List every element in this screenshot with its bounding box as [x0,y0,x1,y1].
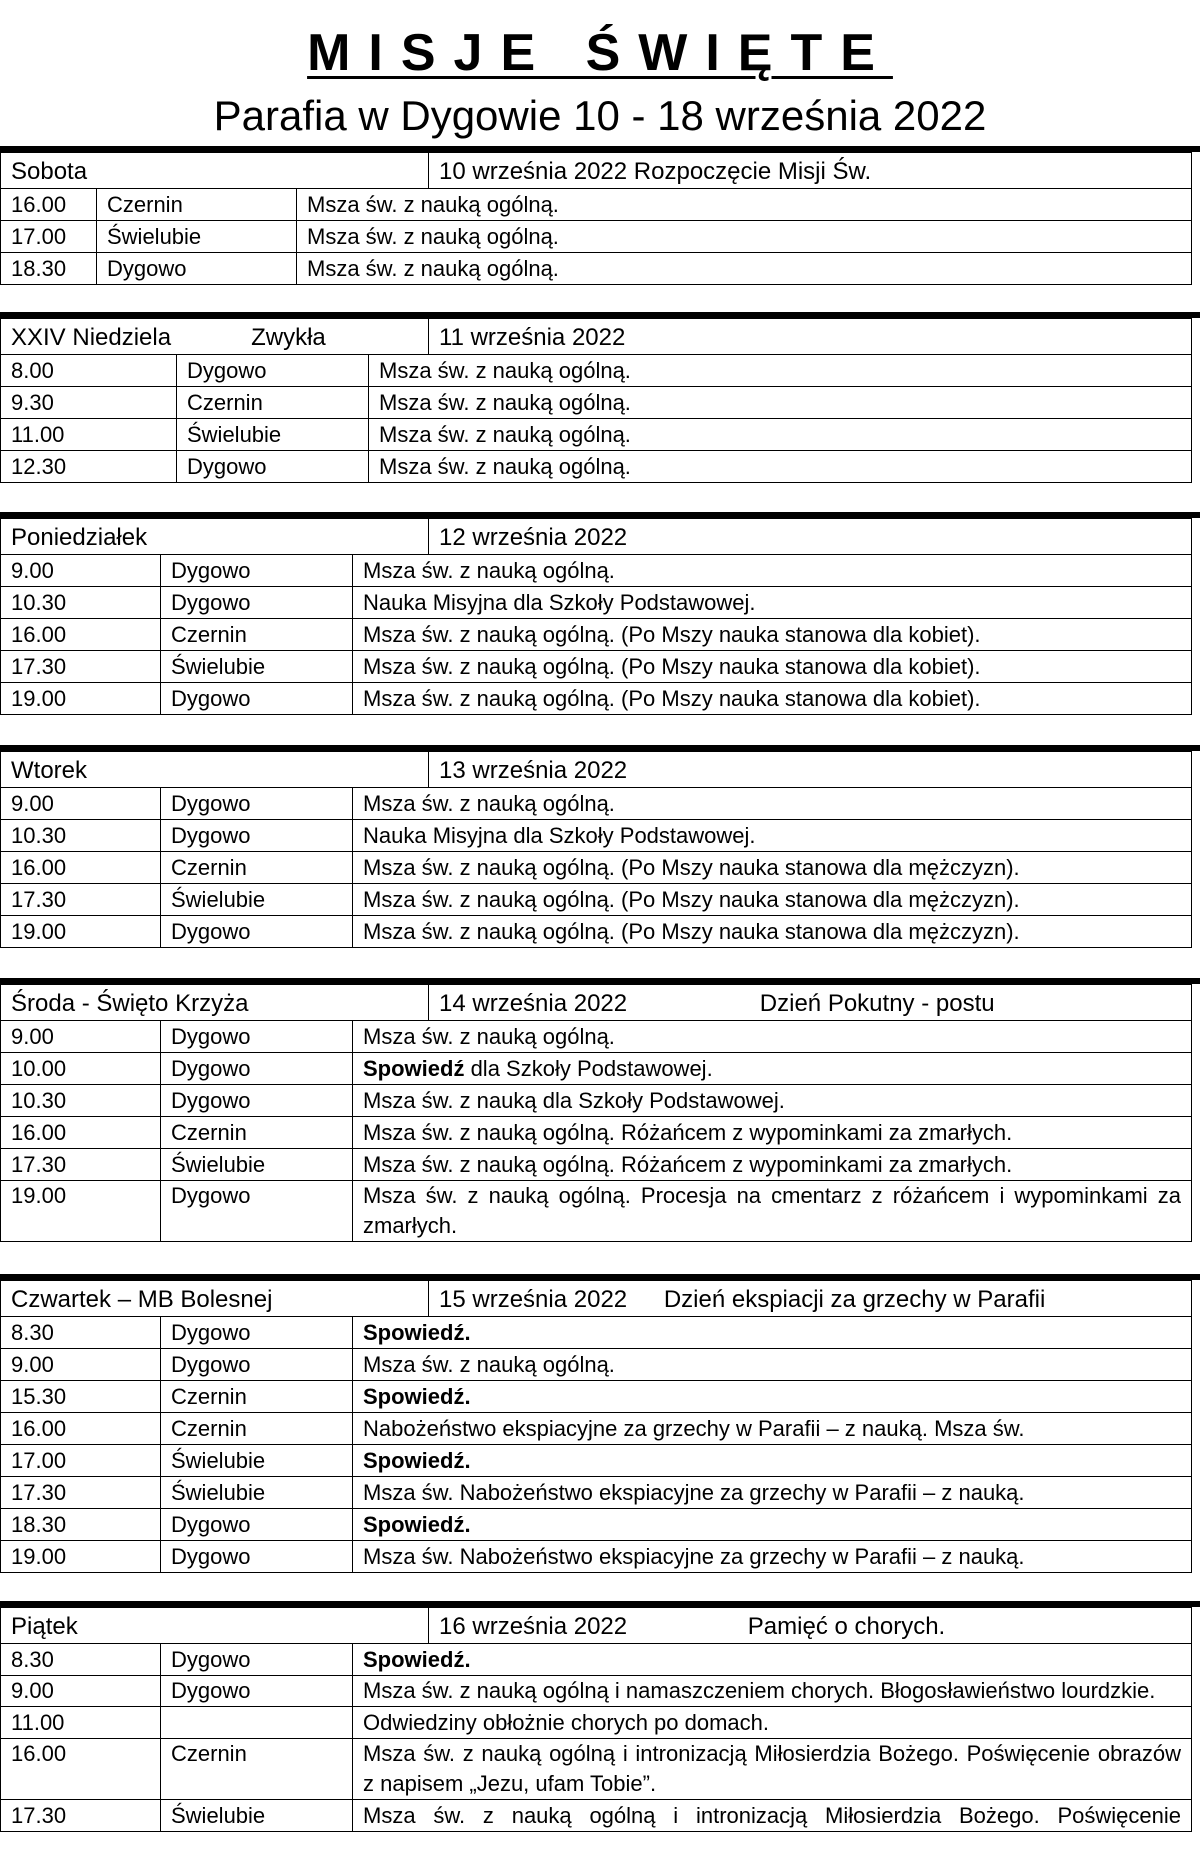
day-name: Środa - Święto Krzyża [1,985,429,1021]
table-row [1,683,1192,715]
day-name: Wtorek [1,752,429,788]
time-cell: 17.00 [1,221,97,253]
desc-cell [353,1413,1192,1445]
day-date: 16 września 2022 [439,1613,628,1640]
time-cell: 11.00 [1,1707,161,1739]
desc-text: Msza św. z nauką ogólną i intronizacją Miłosierdzia Bożego. Poświęcenie obrazów z napisem „Jezu, ufam Tobie”. [363,1741,1181,1796]
desc-cell: Msza św. z nauką ogólną. [297,221,1192,253]
desc-text: Msza św. z nauką ogólną i intronizacją Miłosierdzia Bożego. Poświęcenie [363,1803,1181,1828]
table-row [1,355,1192,387]
time-cell: 15.30 [1,1381,161,1413]
table-row [1,1676,1192,1707]
place-cell: Dygowo [161,1053,353,1085]
desc-text: Msza św. z nauką ogólną. Różańcem z wypominkami za zmarłych. [363,1152,1013,1177]
desc-text: Msza św. z nauką dla Szkoły Podstawowej. [363,1088,785,1113]
place-cell: Dygowo [161,1021,353,1053]
day-date: 10 września 2022 Rozpoczęcie Misji Św. [429,153,1192,189]
desc-cell: Msza św. z nauką ogólną. (Po Mszy nauka stanowa dla kobiet). [353,683,1192,715]
desc-cell: Msza św. z nauką ogólną. [353,555,1192,587]
schedule-table [0,1607,1192,1832]
time-cell: 17.30 [1,1800,161,1832]
table-row [1,1413,1192,1445]
place-cell: Dygowo [161,820,353,852]
time-cell: 10.00 [1,1053,161,1085]
desc-cell: Msza św. z nauką ogólną. [369,419,1192,451]
place-cell: Świelubie [97,221,297,253]
day-name: Piątek [1,1608,429,1644]
day-header [1,1608,1192,1644]
place-cell: Dygowo [161,683,353,715]
desc-text: Msza św. z nauką ogólną. [363,1352,615,1377]
desc-cell [353,1317,1192,1349]
table-row [1,651,1192,683]
desc-text: Msza św. z nauką ogólną. [363,1024,615,1049]
desc-cell: Nauka Misyjna dla Szkoły Podstawowej. [353,587,1192,619]
time-cell: 19.00 [1,683,161,715]
place-cell: Dygowo [161,1349,353,1381]
bold-prefix: Spowiedź. [363,1512,471,1537]
time-cell: 16.00 [1,619,161,651]
time-cell: 16.00 [1,1117,161,1149]
page-subtitle: Parafia w Dygowie 10 - 18 września 2022 [213,92,987,139]
day-note: Pamięć o chorych. [747,1613,946,1640]
time-cell: 8.30 [1,1317,161,1349]
table-row [1,1541,1192,1573]
desc-text: dla Szkoły Podstawowej. [464,1056,713,1081]
day-date-cell [429,985,1192,1021]
place-cell: Dygowo [177,355,369,387]
place-cell: Świelubie [161,1445,353,1477]
table-row [1,1085,1192,1117]
desc-cell [353,1644,1192,1676]
table-row [1,1349,1192,1381]
place-cell: Dygowo [161,555,353,587]
bold-prefix: Spowiedź. [363,1320,471,1345]
desc-text: Msza św. z nauką ogólną. Procesja na cmentarz z różańcem i wypominkami za zmarłych. [363,1183,1181,1238]
desc-cell: Msza św. z nauką ogólną. (Po Mszy nauka stanowa dla kobiet). [353,619,1192,651]
day-header [1,319,1192,355]
table-row [1,1381,1192,1413]
day-note: Dzień ekspiacji za grzechy w Parafii [663,1286,1046,1313]
time-cell: 16.00 [1,1739,161,1800]
place-cell: Dygowo [177,451,369,483]
time-cell: 17.30 [1,1477,161,1509]
place-cell: Dygowo [161,1085,353,1117]
desc-cell: Msza św. z nauką ogólną. [369,387,1192,419]
day-name: Sobota [1,153,429,189]
desc-cell [353,1021,1192,1053]
place-cell [161,1707,353,1739]
page-title: MISJE ŚWIĘTE [307,24,893,82]
table-row [1,1739,1192,1800]
desc-cell [353,1707,1192,1739]
place-cell: Dygowo [161,1644,353,1676]
desc-cell [353,1085,1192,1117]
place-cell: Czernin [161,1739,353,1800]
day-block-wednesday [0,978,1200,1242]
day-header [1,1281,1192,1317]
time-cell: 9.00 [1,555,161,587]
table-row [1,1317,1192,1349]
desc-cell: Msza św. z nauką ogólną. [369,451,1192,483]
time-cell: 17.30 [1,884,161,916]
place-cell: Czernin [161,852,353,884]
desc-cell [353,1445,1192,1477]
time-cell: 9.30 [1,387,177,419]
day-block-monday [0,512,1200,715]
desc-text: Msza św. Nabożeństwo ekspiacyjne za grzechy w Parafii – z nauką. [363,1480,1025,1505]
time-cell: 10.30 [1,587,161,619]
table-row [1,1117,1192,1149]
time-cell: 10.30 [1,1085,161,1117]
place-cell: Świelubie [161,1477,353,1509]
day-block-sunday [0,312,1200,483]
desc-text: Msza św. z nauką ogólną i namaszczeniem chorych. Błogosławieństwo lourdzkie. [363,1678,1156,1703]
time-cell: 17.00 [1,1445,161,1477]
schedule-table [0,1280,1192,1573]
table-row [1,253,1192,285]
time-cell: 18.30 [1,253,97,285]
bold-prefix: Spowiedź [363,1056,465,1081]
desc-cell: Msza św. z nauką ogólną. [353,788,1192,820]
place-cell: Dygowo [97,253,297,285]
table-row [1,884,1192,916]
day-date-cell [429,1608,1192,1644]
table-row [1,555,1192,587]
desc-text: Nabożeństwo ekspiacyjne za grzechy w Parafii – z nauką. Msza św. [363,1416,1025,1441]
place-cell: Dygowo [161,1509,353,1541]
desc-text: Msza św. Nabożeństwo ekspiacyjne za grzechy w Parafii – z nauką. [363,1544,1025,1569]
table-row [1,451,1192,483]
desc-cell [353,1149,1192,1181]
day-date-cell [429,1281,1192,1317]
desc-cell: Nauka Misyjna dla Szkoły Podstawowej. [353,820,1192,852]
table-row [1,387,1192,419]
desc-cell: Msza św. z nauką ogólną. (Po Mszy nauka stanowa dla mężczyzn). [353,852,1192,884]
place-cell: Czernin [161,619,353,651]
bold-prefix: Spowiedź. [363,1384,471,1409]
table-row [1,1053,1192,1085]
time-cell: 19.00 [1,916,161,948]
table-row [1,852,1192,884]
table-row [1,1021,1192,1053]
place-cell: Świelubie [177,419,369,451]
day-date: 14 września 2022 [439,990,628,1017]
schedule-table [0,751,1192,948]
place-cell: Dygowo [161,1541,353,1573]
time-cell: 17.30 [1,1149,161,1181]
day-date: 12 września 2022 [429,519,1192,555]
place-cell: Dygowo [161,1676,353,1707]
schedule-table [0,318,1192,483]
time-cell: 9.00 [1,1676,161,1707]
place-cell: Dygowo [161,788,353,820]
place-cell: Świelubie [161,1800,353,1832]
time-cell: 9.00 [1,1349,161,1381]
time-cell: 8.30 [1,1644,161,1676]
schedule-table [0,518,1192,715]
day-block-thursday [0,1274,1200,1573]
day-header [1,985,1192,1021]
bold-prefix: Spowiedź. [363,1647,471,1672]
table-row [1,1800,1192,1832]
time-cell: 8.00 [1,355,177,387]
place-cell: Dygowo [161,1181,353,1242]
place-cell: Czernin [161,1117,353,1149]
desc-cell [353,1477,1192,1509]
desc-cell: Msza św. z nauką ogólną. [297,253,1192,285]
time-cell: 17.30 [1,651,161,683]
time-cell: 16.00 [1,1413,161,1445]
day-date: 15 września 2022 [439,1286,628,1313]
table-row [1,916,1192,948]
day-name: Czwartek – MB Bolesnej [1,1281,429,1317]
table-row [1,1445,1192,1477]
bold-prefix: Spowiedź. [363,1448,471,1473]
day-header [1,153,1192,189]
desc-cell: Msza św. z nauką ogólną. [369,355,1192,387]
schedule-table [0,152,1192,285]
day-name: XXIV Niedziela Zwykła [1,319,429,355]
day-block-friday [0,1601,1200,1832]
table-row [1,1707,1192,1739]
table-row [1,1149,1192,1181]
desc-cell [353,1676,1192,1707]
desc-cell [353,1509,1192,1541]
place-cell: Dygowo [161,916,353,948]
desc-cell [353,1181,1192,1242]
place-cell: Świelubie [161,884,353,916]
time-cell: 19.00 [1,1541,161,1573]
place-cell: Dygowo [161,587,353,619]
place-cell: Czernin [97,189,297,221]
desc-cell [353,1117,1192,1149]
day-date: 11 września 2022 [429,319,1192,355]
day-header [1,519,1192,555]
desc-cell: Msza św. z nauką ogólną. (Po Mszy nauka stanowa dla mężczyzn). [353,884,1192,916]
time-cell: 16.00 [1,189,97,221]
day-name: Poniedziałek [1,519,429,555]
day-header [1,752,1192,788]
table-row [1,1181,1192,1242]
day-block-tuesday [0,745,1200,948]
time-cell: 16.00 [1,852,161,884]
desc-cell [353,1800,1192,1832]
desc-cell: Msza św. z nauką ogólną. [297,189,1192,221]
day-date: 13 września 2022 [429,752,1192,788]
table-row [1,189,1192,221]
time-cell: 11.00 [1,419,177,451]
time-cell: 12.30 [1,451,177,483]
table-row [1,221,1192,253]
time-cell: 10.30 [1,820,161,852]
day-block-saturday [0,146,1200,285]
desc-text: Msza św. z nauką ogólną. Różańcem z wypominkami za zmarłych. [363,1120,1013,1145]
table-row [1,1644,1192,1676]
time-cell: 19.00 [1,1181,161,1242]
place-cell: Czernin [161,1413,353,1445]
place-cell: Dygowo [161,1317,353,1349]
table-row [1,619,1192,651]
table-row [1,1477,1192,1509]
time-cell: 9.00 [1,1021,161,1053]
desc-cell: Msza św. z nauką ogólną. (Po Mszy nauka stanowa dla mężczyzn). [353,916,1192,948]
place-cell: Czernin [161,1381,353,1413]
place-cell: Świelubie [161,1149,353,1181]
table-row [1,788,1192,820]
place-cell: Świelubie [161,651,353,683]
time-cell: 9.00 [1,788,161,820]
desc-cell [353,1349,1192,1381]
desc-cell [353,1381,1192,1413]
place-cell: Czernin [177,387,369,419]
desc-text: Odwiedziny obłożnie chorych po domach. [363,1710,770,1735]
desc-cell [353,1053,1192,1085]
schedule-table [0,984,1192,1242]
table-row [1,419,1192,451]
day-note: Dzień Pokutny - postu [759,990,995,1017]
table-row [1,820,1192,852]
desc-cell [353,1541,1192,1573]
table-row [1,587,1192,619]
desc-cell: Msza św. z nauką ogólną. (Po Mszy nauka stanowa dla kobiet). [353,651,1192,683]
time-cell: 18.30 [1,1509,161,1541]
desc-cell [353,1739,1192,1800]
table-row [1,1509,1192,1541]
